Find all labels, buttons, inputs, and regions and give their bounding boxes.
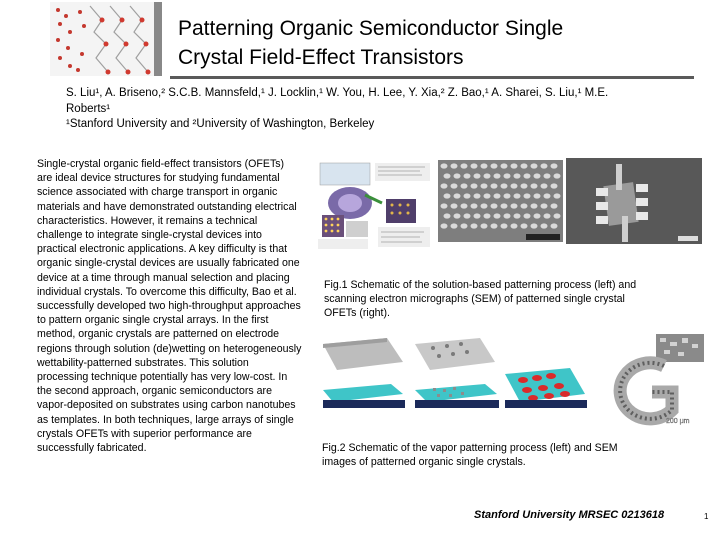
fig1-sem-array [438,160,563,242]
title-underline [170,76,694,79]
sem-dot [504,213,511,218]
sem-dot [554,193,561,198]
sem-dot [481,223,488,228]
sem-dot [544,193,551,198]
sem-dot [501,183,508,188]
sem-dot [524,193,531,198]
sem-dot [544,173,551,178]
sem-dot [494,193,501,198]
sem-dot [464,193,471,198]
sem-dot [474,193,481,198]
sem-dot [524,173,531,178]
sem-dot [541,183,548,188]
fig1-schematic [310,155,435,250]
sem-dot [461,163,468,168]
sem-dot [551,223,558,228]
sem-dot [551,203,558,208]
sem-dot [471,163,478,168]
fig2-schematic [315,334,590,416]
sem-dot [484,213,491,218]
sem-dot [541,223,548,228]
title-line-2: Crystal Field-Effect Transistors [178,46,464,69]
sem-dot [501,163,508,168]
sem-dot [481,163,488,168]
sem-dot [441,163,448,168]
sem-dot [541,203,548,208]
sem-dot [514,193,521,198]
sem-dot [501,223,508,228]
sem-dot [504,193,511,198]
sem-dot [451,203,458,208]
abstract-text: Single-crystal organic field-effect transistors (OFETs) are ideal device structures for studying fundamental science associated with charge transport in organic materials and have demonstrated outstanding electrical characteristics. However, it remains a technical challenge to integrate single-crystal devices into practical electronic applications. A key difficulty is that organic single-crystal devices are usually fabricated one device at a time through manual selection and placing individual crystals. To overcome this difficulty, Bao et al. successfully developed two high-throughput approaches to pattern organic single crystal arrays. In the first method, organic crystals are patterned on electrode regions through solution (de)wetting on heterogeneously wettability-patterned substrates. This solution processing technique potentially has very low-cost. In the second approach, organic semiconductors are vapor-deposited on substrates using carbon nanotubes as templates. In both techniques, large arrays of single crystals OFETs with superior performance are successfully fabricated. [37,158,302,455]
slide-title [178,14,698,72]
sem-dot [554,173,561,178]
footer-grant: Stanford University MRSEC 0213618 [474,509,665,521]
sem-dot [494,213,501,218]
sem-dot [464,213,471,218]
sem-dot [484,173,491,178]
sem-dot [501,203,508,208]
author-block [66,86,686,133]
sem-dot [514,213,521,218]
sem-dot [491,223,498,228]
sem-dot [551,163,558,168]
sem-dot [534,213,541,218]
authors-line-2: Roberts¹ [66,102,111,115]
sem-dot [441,203,448,208]
sem-dot [444,193,451,198]
sem-dot [521,183,528,188]
sem-dot [451,223,458,228]
sem-dot [471,223,478,228]
fig2-caption: Fig.2 Schematic of the vapor patterning process (left) and SEM images of patterned organic single crystals. [322,442,618,468]
page-number: 1 [704,512,709,521]
sem-dot [541,163,548,168]
logo-crystal-graphic [50,2,162,76]
sem-dot [531,183,538,188]
sem-dot [461,223,468,228]
sem-dot [454,173,461,178]
sem-dot [534,173,541,178]
sem-dot [531,163,538,168]
fig2-sem-letter-g [594,332,706,428]
sem-dot [481,183,488,188]
sem-dot [454,193,461,198]
sem-dot [471,203,478,208]
sem-dot [474,213,481,218]
sem-dot [544,213,551,218]
sem-dot [461,203,468,208]
title-line-1: Patterning Organic Semiconductor Single [178,17,564,40]
sem-dot [534,193,541,198]
sem-dot [554,213,561,218]
sem-dot [531,223,538,228]
sem-dot [521,223,528,228]
sem-dot [461,183,468,188]
sem-dot [474,173,481,178]
sem-dot [511,203,518,208]
sem-dot [464,173,471,178]
sem-dot [441,183,448,188]
sem-dot [524,213,531,218]
sem-dot [511,183,518,188]
sem-dot [531,203,538,208]
affiliations: ¹Stanford University and ²University of Washington, Berkeley [66,118,375,130]
sem-dot [491,203,498,208]
authors-line-1: S. Liu¹, A. Briseno,² S.C.B. Mannsfeld,¹ J. Locklin,¹ W. You, H. Lee, Y. Xia,² Z. Bao,¹ A. Sharei, S. Liu,¹ M.E. [66,87,609,99]
sem-dot [521,163,528,168]
sem-dot [484,193,491,198]
sem-dot [451,163,458,168]
fig1-sem-device [566,158,702,244]
sem-dot [444,173,451,178]
fig2-scale-label: 200 μm [666,418,690,425]
sem-dot [514,173,521,178]
sem-dot [511,223,518,228]
sem-dot [521,203,528,208]
sem-dot [481,203,488,208]
sem-dot [504,173,511,178]
sem-dot [471,183,478,188]
sem-dot [444,213,451,218]
sem-dot [494,173,501,178]
sem-dot [491,163,498,168]
sem-dot [491,183,498,188]
sem-dot [451,183,458,188]
sem-dot [441,223,448,228]
sem-dot [551,183,558,188]
fig1-caption: Fig.1 Schematic of the solution-based patterning process (left) and scanning electron micrographs (SEM) of patterned single crystal OFETs (right). [324,279,637,319]
sem-dot [511,163,518,168]
sem-dot [454,213,461,218]
